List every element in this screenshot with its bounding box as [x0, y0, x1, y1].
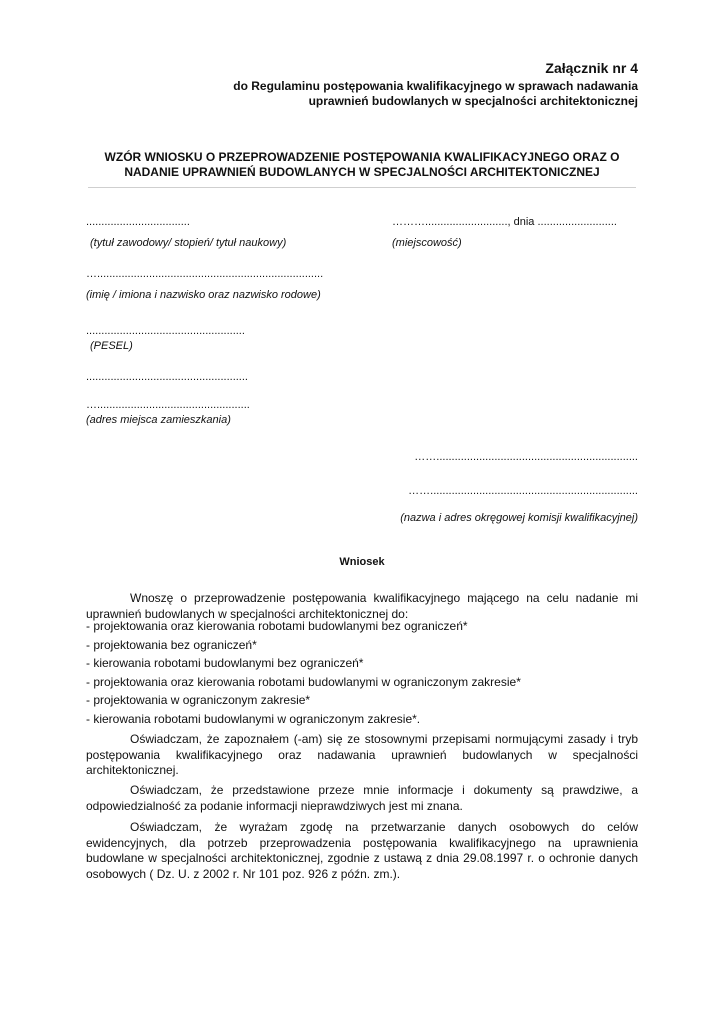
commission-label: (nazwa i adres okręgowej komisji kwalifikacyjnej) — [400, 512, 638, 524]
list-item: - projektowania bez ograniczeń* — [86, 637, 257, 652]
list-item: - kierowania robotami budowlanymi bez ograniczeń* — [86, 656, 364, 670]
statement-2-text: Oświadczam, że przedstawione przeze mnie informacje i dokumenty są prawdziwe, a odpowiedzialność za podanie informacji nieprawdziwych jest mi znana. — [86, 783, 638, 813]
pesel-label: (PESEL) — [90, 340, 133, 352]
request-line1: Wnoszę o przeprowadzenie postępowania kwalifikacyjnego mającego na celu nadanie mi — [130, 591, 638, 605]
request-line2: uprawnień budowlanych w specjalności architektonicznej do: — [86, 606, 409, 621]
commission-dots-line1: …….................................................................. — [414, 451, 638, 463]
address-label: (adres miejsca zamieszkania) — [86, 414, 231, 426]
list-item: - kierowania robotami budowlanymi w ograniczonym zakresie*. — [86, 711, 421, 726]
options-list — [86, 617, 521, 728]
statement-1 — [86, 732, 638, 779]
annex-title: Załącznik nr 4 — [545, 60, 638, 76]
pesel-dots: .................................................... — [86, 325, 245, 337]
request-heading: Wniosek — [339, 556, 385, 568]
name-dots: ….......................................................................... — [86, 268, 324, 280]
annex-subtitle-line2: uprawnień budowlanych w specjalności architektonicznej — [308, 94, 638, 108]
list-item: - projektowania w ograniczonym zakresie* — [86, 693, 311, 707]
statement-2 — [86, 783, 638, 814]
title-divider — [88, 187, 636, 188]
list-item: - projektowania oraz kierowania robotami budowlanymi bez ograniczeń* — [86, 619, 468, 633]
place-label: (miejscowość) — [392, 237, 462, 249]
name-label: (imię / imiona i nazwisko oraz nazwisko rodowe) — [86, 289, 321, 301]
statement-3-text: Oświadczam, że wyrażam zgodę na przetwarzanie danych osobowych do celów ewidencyjnych, dla potrzeb przeprowadzenia postępowania kwalifikacyjnego na uprawnienia budowlane w specjalności architektonicznej, zgodnie z ustawą z dnia 29.08.1997 r. o ochronie danych osobowych ( Dz. U. z 2002 r. Nr 101 poz. 926 z późn. zm.). — [86, 820, 638, 881]
place-date-dots: ………..........................., dnia .......................... — [392, 216, 617, 228]
annex-subtitle-line1: do Regulaminu postępowania kwalifikacyjnego w sprawach nadawania — [233, 79, 638, 93]
list-item: - projektowania oraz kierowania robotami budowlanymi w ograniczonym zakresie* — [86, 674, 521, 689]
document-title-line1: WZÓR WNIOSKU O PRZEPROWADZENIE POSTĘPOWANIA KWALIFIKACYJNEGO ORAZ O — [104, 150, 620, 164]
statement-1-text: Oświadczam, że zapoznałem (-am) się ze stosownymi przepisami normującymi zasady i tryb postępowania kwalifikacyjnego oraz nadawania uprawnień budowlanych w specjalności architektonicznej. — [86, 732, 638, 777]
document-title-line2: NADANIE UPRAWNIEŃ BUDOWLANYCH W SPECJALNOŚCI ARCHITEKTONICZNEJ — [124, 165, 600, 179]
statement-3 — [86, 820, 638, 882]
address-dots-line1: ..................................................... — [86, 371, 248, 383]
title-dots: .................................. — [86, 216, 190, 228]
commission-dots-line2: …….................................................................... — [408, 485, 638, 497]
title-label: (tytuł zawodowy/ stopień/ tytuł naukowy) — [90, 237, 287, 249]
address-dots-line2: ….................................................. — [86, 399, 250, 411]
